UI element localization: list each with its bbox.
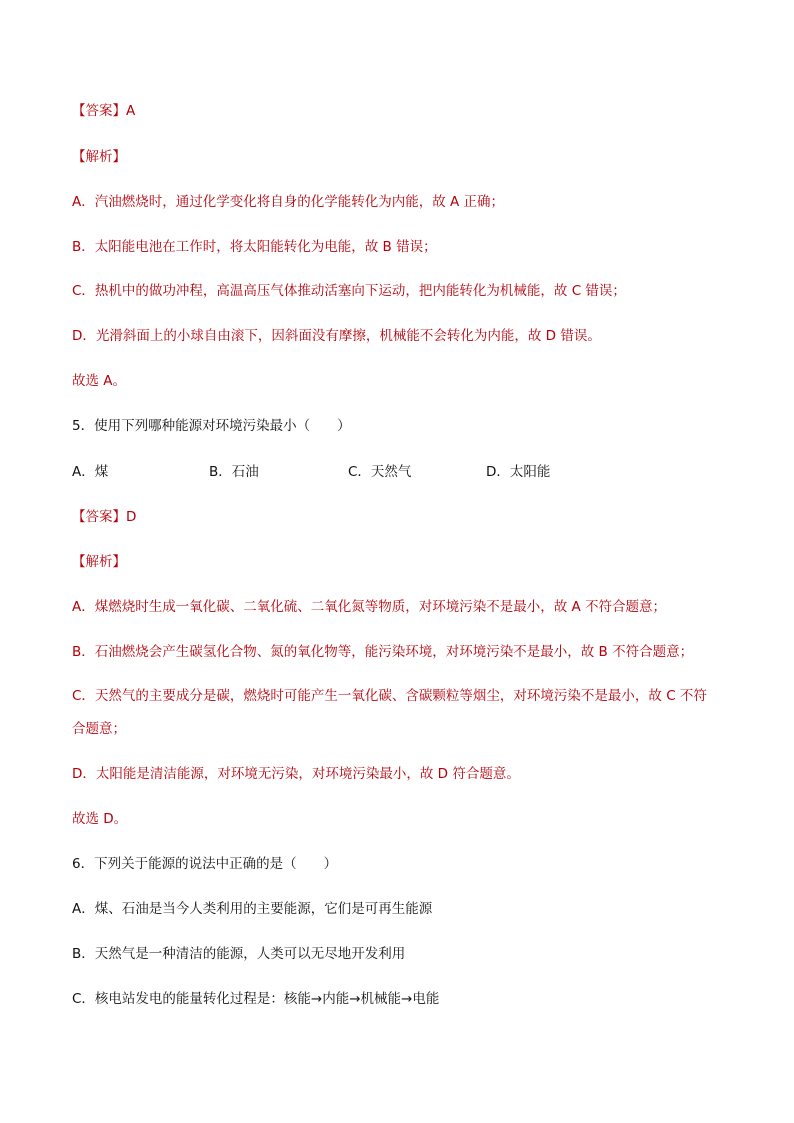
- analysis-q5-option-a: A．煤燃烧时生成一氧化碳、二氧化硫、二氧化氮等物质，对环境污染不是最小，故 A 不符合题意；: [72, 599, 667, 615]
- analysis-q4-option-a: A．汽油燃烧时，通过化学变化将自身的化学能转化为内能，故 A 正确；: [72, 194, 505, 210]
- question-5-options: [72, 462, 732, 482]
- analysis-q5-option-c-cont: 合题意；: [72, 721, 126, 737]
- analysis-label-q5: 【解析】: [72, 554, 126, 570]
- analysis-q4-option-c: C．热机中的做功冲程，高温高压气体推动活塞向下运动，把内能转化为机械能，故 C 错误；: [72, 283, 626, 299]
- question-6-option-b: B．天然气是一种清洁的能源，人类可以无尽地开发利用: [72, 946, 406, 962]
- question-6-option-a: A．煤、石油是当今人类利用的主要能源，它们是可再生能源: [72, 901, 433, 917]
- analysis-q5-option-d: D．太阳能是清洁能源，对环境无污染，对环境污染最小，故 D 符合题意。: [72, 766, 520, 782]
- question-5-option-d: D．太阳能: [486, 464, 551, 480]
- question-5-option-a: A．煤: [72, 464, 109, 480]
- analysis-q5-option-b: B．石油燃烧会产生碳氢化合物、氮的氧化物等，能污染环境，对环境污染不是最小，故 B 不符合题意；: [72, 644, 694, 660]
- analysis-q4-option-b: B．太阳能电池在工作时，将太阳能转化为电能，故 B 错误；: [72, 239, 437, 255]
- question-5-option-b: B．石油: [209, 464, 259, 480]
- selection-q5: 故选 D。: [72, 811, 128, 827]
- analysis-label-q4: 【解析】: [72, 149, 126, 165]
- question-5-option-c: C．天然气: [348, 464, 412, 480]
- analysis-q5-option-c: C．天然气的主要成分是碳，燃烧时可能产生一氧化碳、含碳颗粒等烟尘，对环境污染不是最小，故 C 不符: [72, 688, 707, 704]
- selection-q4: 故选 A。: [72, 373, 127, 389]
- answer-label-q5: 【答案】D: [72, 509, 137, 525]
- answer-label-q4: 【答案】A: [72, 103, 136, 119]
- analysis-q4-option-d: D．光滑斜面上的小球自由滚下，因斜面没有摩擦，机械能不会转化为内能，故 D 错误。: [72, 328, 601, 344]
- question-6: 6．下列关于能源的说法中正确的是（ ）: [72, 856, 338, 872]
- question-5: 5．使用下列哪种能源对环境污染最小（ ）: [72, 418, 351, 434]
- question-6-option-c: C．核电站发电的能量转化过程是：核能→内能→机械能→电能: [72, 991, 440, 1007]
